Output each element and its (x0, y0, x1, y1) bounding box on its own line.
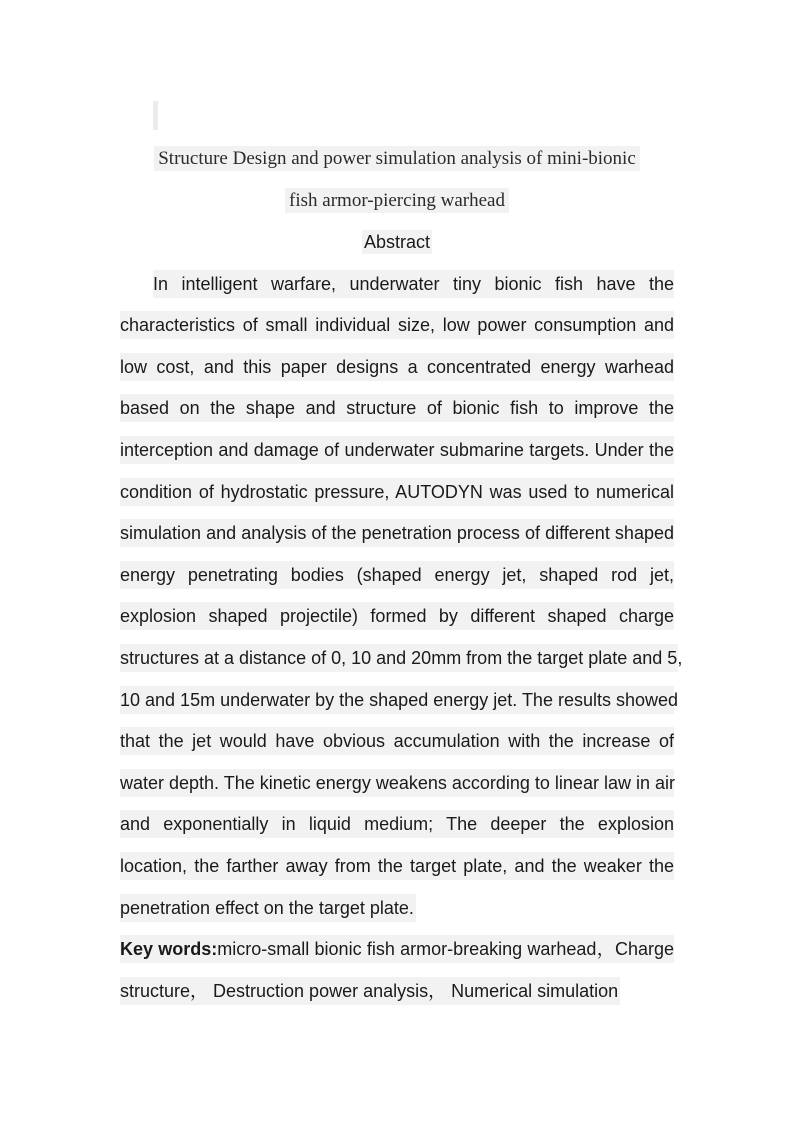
paper-title-line-1 (120, 144, 674, 174)
abstract-line-last: penetration effect on the target plate. (120, 894, 416, 922)
abstract-line: In intelligent warfare, underwater tiny bionic fish have the (153, 270, 674, 298)
abstract-line: and exponentially in liquid medium; The deeper the explosion (120, 810, 674, 838)
paper-title-text-1: Structure Design and power simulation analysis of mini-bionic (154, 146, 640, 171)
abstract-line: that the jet would have obvious accumulation with the increase of (120, 727, 674, 755)
abstract-heading (120, 228, 674, 256)
keywords-line-2: structure， Destruction power analysis， Numerical simulation (120, 977, 620, 1005)
paper-title-line-2 (120, 186, 674, 216)
abstract-line: simulation and analysis of the penetration process of different shaped (120, 519, 674, 547)
abstract-line: 10 and 15m underwater by the shaped energy jet. The results showed (120, 686, 674, 714)
keywords-label: Key words: (120, 939, 218, 959)
keywords-line-1 (120, 935, 674, 963)
abstract-line: energy penetrating bodies (shaped energy jet, shaped rod jet, (120, 561, 674, 589)
text-cursor-marker (153, 101, 158, 130)
abstract-line: water depth. The kinetic energy weakens according to linear law in air (120, 769, 674, 797)
abstract-line: structures at a distance of 0, 10 and 20mm from the target plate and 5, (120, 644, 678, 672)
abstract-line: based on the shape and structure of bionic fish to improve the (120, 394, 674, 422)
abstract-line: explosion shaped projectile) formed by different shaped charge (120, 602, 674, 630)
abstract-line: interception and damage of underwater submarine targets. Under the (120, 436, 674, 464)
keywords-text-1: micro-small bionic fish armor-breaking warhead，Charge (217, 939, 674, 959)
abstract-heading-text: Abstract (363, 232, 431, 252)
abstract-line: characteristics of small individual size, low power consumption and (120, 311, 674, 339)
abstract-line: condition of hydrostatic pressure, AUTODYN was used to numerical (120, 478, 674, 506)
abstract-line: location, the farther away from the target plate, and the weaker the (120, 852, 674, 880)
paper-title-text-2: fish armor-piercing warhead (285, 188, 509, 213)
abstract-line: low cost, and this paper designs a concentrated energy warhead (120, 353, 674, 381)
